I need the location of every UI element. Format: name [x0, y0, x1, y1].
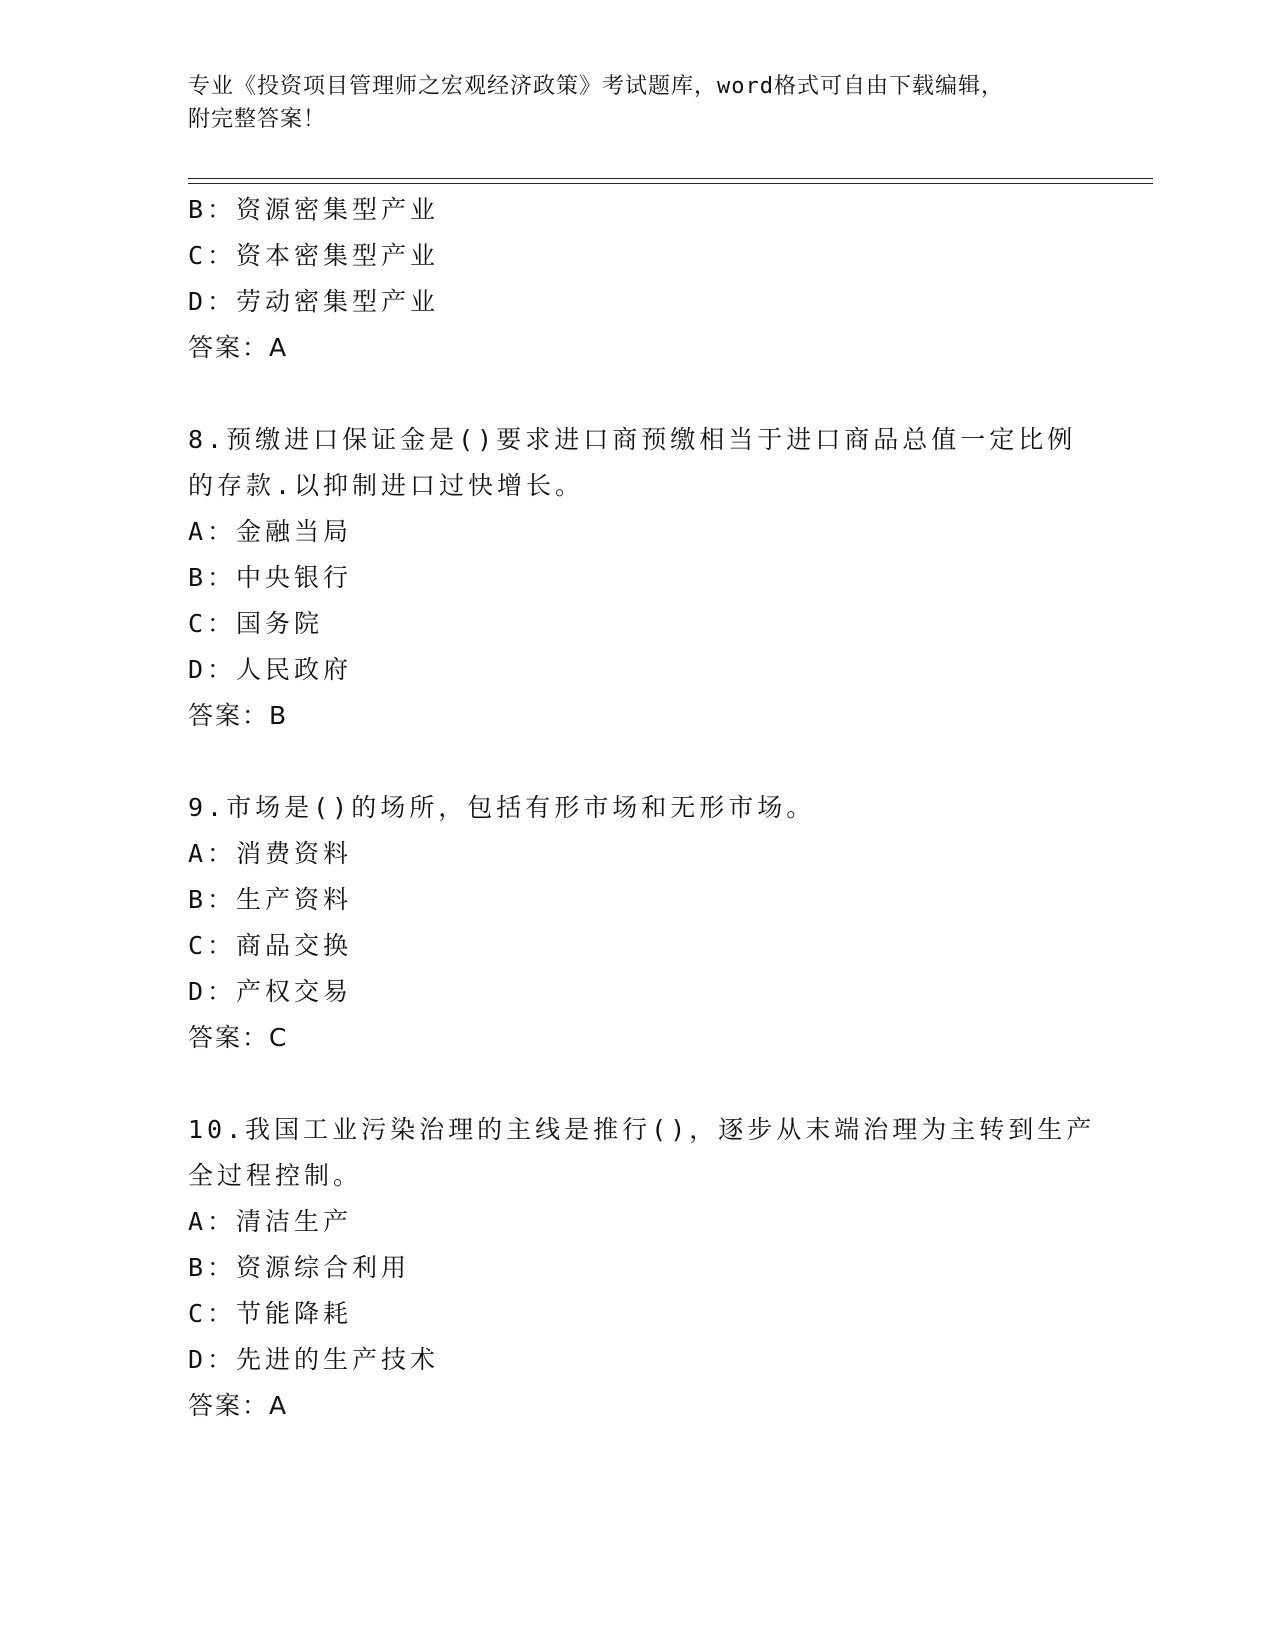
q9-option-a: A：消费资料	[188, 839, 353, 868]
q9-option-d: D：产权交易	[188, 977, 353, 1006]
q7-option-c: C：资本密集型产业	[188, 241, 440, 270]
q10-stem-line-2: 全过程控制。	[188, 1161, 363, 1190]
q8-answer: 答案：B	[188, 701, 289, 730]
q8-stem-line-2: 的存款.以抑制进口过快增长。	[188, 471, 585, 500]
q10-answer: 答案：A	[188, 1391, 289, 1420]
q8-stem-line-1: 8.预缴进口保证金是()要求进口商预缴相当于进口商品总值一定比例	[188, 425, 1077, 454]
q7-option-d: D：劳动密集型产业	[188, 287, 440, 316]
q10-option-c: C：节能降耗	[188, 1299, 353, 1328]
header-line-2: 附完整答案！	[188, 107, 327, 132]
q8-option-b: B：中央银行	[188, 563, 353, 592]
q8-option-c: C：国务院	[188, 609, 324, 638]
q10-option-b: B：资源综合利用	[188, 1253, 411, 1282]
q10-stem-line-1: 10.我国工业污染治理的主线是推行()，逐步从末端治理为主转到生产	[188, 1115, 1096, 1144]
header-rule-bottom	[188, 183, 1153, 184]
header-line-1: 专业《投资项目管理师之宏观经济政策》考试题库，word格式可自由下载编辑，	[188, 74, 1004, 99]
q8-option-d: D：人民政府	[188, 655, 353, 684]
header-rule-top	[188, 178, 1153, 179]
q10-option-d: D：先进的生产技术	[188, 1345, 440, 1374]
document-header	[188, 70, 1088, 136]
q9-answer: 答案：C	[188, 1023, 289, 1052]
q9-option-b: B：生产资料	[188, 885, 353, 914]
q8-option-a: A：金融当局	[188, 517, 353, 546]
q7-answer: 答案：A	[188, 333, 289, 362]
q9-option-c: C：商品交换	[188, 931, 353, 960]
q10-option-a: A：清洁生产	[188, 1207, 353, 1236]
q9-stem-line-1: 9.市场是()的场所，包括有形市场和无形市场。	[188, 793, 816, 822]
q7-option-b: B：资源密集型产业	[188, 195, 440, 224]
